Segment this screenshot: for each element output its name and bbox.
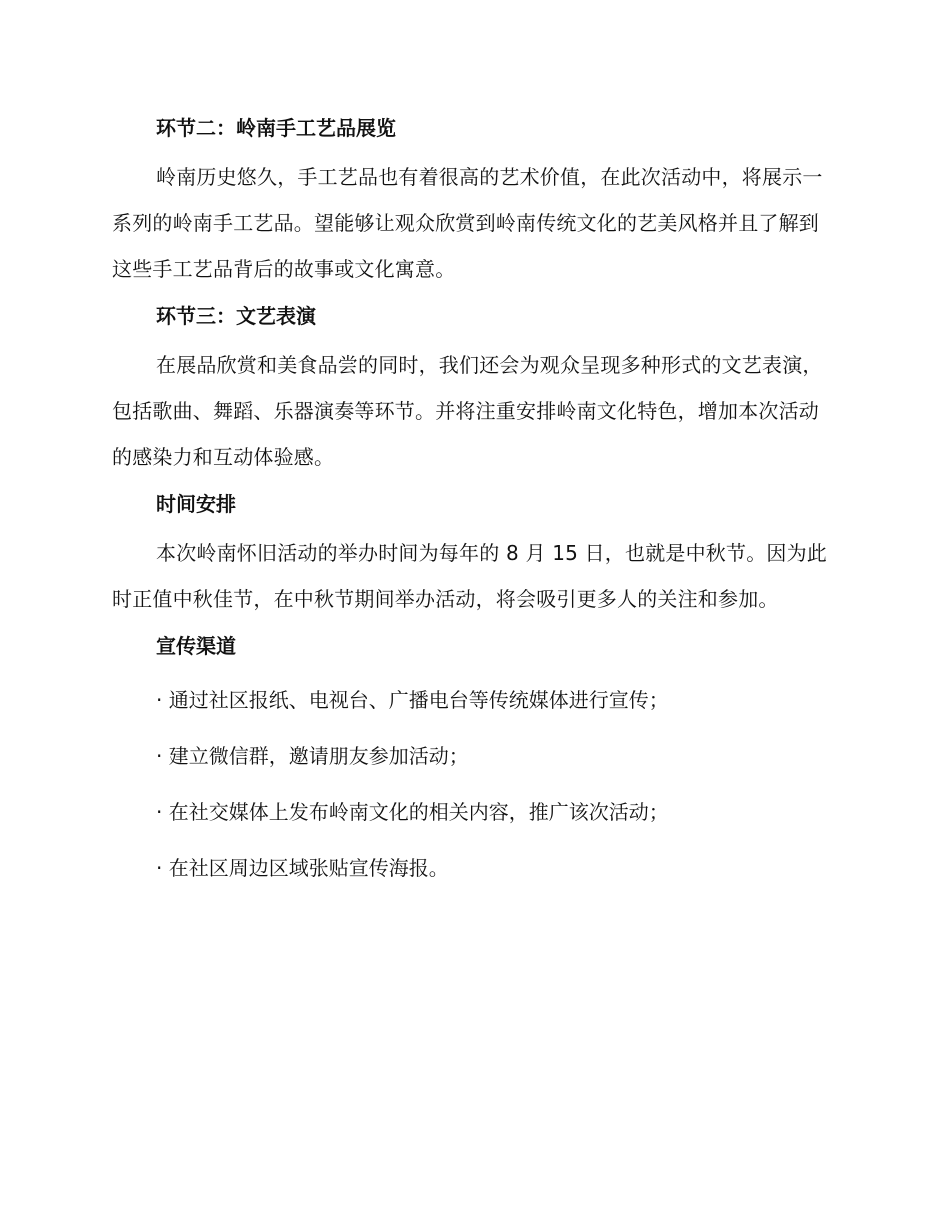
section-paragraph: 本次岭南怀旧活动的举办时间为每年的 8 月 15 日，也就是中秋节。因为此时正值中秋佳节，在中秋节期间举办活动，将会吸引更多人的关注和参加。 [112, 541, 828, 611]
section-heading: 时间安排 [156, 492, 236, 516]
section-schedule [112, 488, 832, 622]
list-item: · 通过社区报纸、电视台、广播电台等传统媒体进行宣传； [156, 688, 669, 712]
section-heading: 宣传渠道 [156, 634, 236, 658]
promotion-list [112, 684, 832, 884]
section-heading: 环节二：岭南手工艺品展览 [156, 116, 396, 140]
section-crafts-exhibition [112, 112, 832, 292]
list-item: · 在社区周边区域张贴宣传海报。 [156, 856, 449, 880]
document-page [112, 112, 832, 908]
section-promotion [112, 630, 832, 884]
list-item: · 建立微信群，邀请朋友参加活动； [156, 744, 469, 768]
section-heading: 环节三：文艺表演 [156, 304, 316, 328]
section-paragraph: 岭南历史悠久，手工艺品也有着很高的艺术价值，在此次活动中，将展示一系列的岭南手工艺品。望能够让观众欣赏到岭南传统文化的艺美风格并且了解到这些手工艺品背后的故事或文化寓意。 [112, 165, 823, 281]
section-paragraph: 在展品欣赏和美食品尝的同时，我们还会为观众呈现多种形式的文艺表演，包括歌曲、舞蹈、乐器演奏等环节。并将注重安排岭南文化特色，增加本次活动的感染力和互动体验感。 [112, 353, 823, 469]
section-performance [112, 300, 832, 480]
list-item: · 在社交媒体上发布岭南文化的相关内容，推广该次活动； [156, 800, 669, 824]
